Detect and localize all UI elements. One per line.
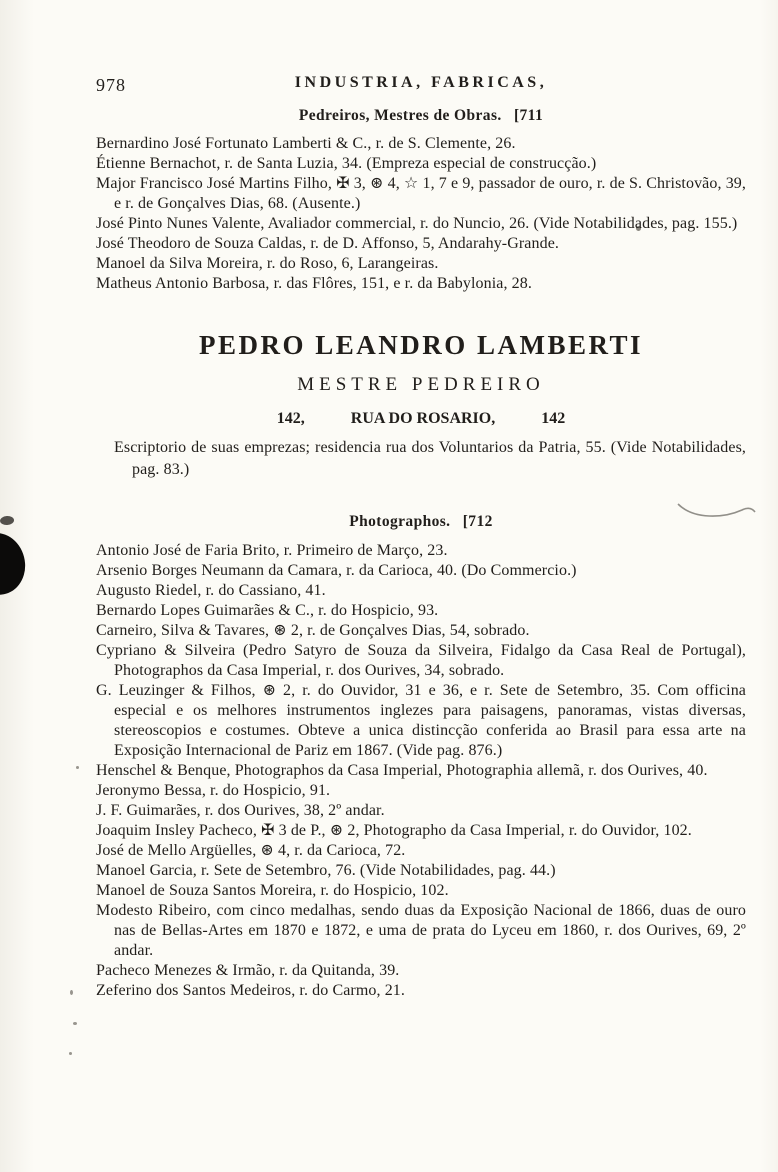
directory-entry: Bernardo Lopes Guimarães & C., r. do Hospicio, 93. [96, 602, 439, 619]
ad-title: PEDRO LEANDRO LAMBERTI [198, 330, 644, 360]
directory-entry: Manoel Garcia, r. Sete de Setembro, 76. (Vide Notabilidades, pag. 44.) [96, 862, 556, 879]
directory-entry: Major Francisco José Martins Filho, ✠ 3, ⊛ 4, ☆ 1, 7 e 9, passador de ouro, r. de S. Christovão, 39, e r. de Gonçalves Dias, 68. (Ausente.) [96, 175, 746, 212]
directory-entry: Joaquim Insley Pacheco, ✠ 3 de P., ⊛ 2, Photographo da Casa Imperial, r. do Ouvidor, 102. [96, 822, 692, 839]
pedreiros-entries [96, 134, 746, 294]
running-head [96, 74, 746, 98]
section-title: Photographos. [349, 513, 451, 530]
ad-address-number-right: 142 [541, 410, 566, 427]
ink-blot [0, 531, 27, 595]
ink-speck [69, 1052, 72, 1055]
directory-entry: Antonio José de Faria Brito, r. Primeiro de Março, 23. [96, 542, 448, 559]
directory-entry: G. Leuzinger & Filhos, ⊛ 2, r. do Ouvidor, 31 e 36, e r. Sete de Setembro, 35. Com officina especial e os melhores instrumentos inglezes para paisagens, panoramas, vistas diversas, stereoscopios e costumes. Obteve a unica distincção conferida ao Brasil para essa arte na Exposição Internacional de Pariz em 1867. (Vide pag. 876.) [96, 682, 746, 759]
directory-entry: Henschel & Benque, Photographos da Casa Imperial, Photographia allemã, r. dos Ourives, 40. [96, 762, 708, 779]
directory-entry: Augusto Riedel, r. do Cassiano, 41. [96, 582, 326, 599]
ad-body: Escriptorio de suas emprezas; residencia rua dos Voluntarios da Patria, 55. (Vide Notabilidades, pag. 83.) [114, 439, 746, 478]
directory-entry: Arsenio Borges Neumann da Camara, r. da Carioca, 40. (Do Commercio.) [96, 562, 577, 579]
directory-entry: Zeferino dos Santos Medeiros, r. do Carmo, 21. [96, 982, 405, 999]
advertisement-lamberti [96, 330, 746, 481]
running-title: INDUSTRIA, FABRICAS, [294, 74, 548, 91]
directory-entry: Manoel da Silva Moreira, r. do Roso, 6, Larangeiras. [96, 255, 439, 272]
section-title: Pedreiros, Mestres de Obras. [298, 107, 502, 124]
directory-entry: José de Mello Argüelles, ⊛ 4, r. da Carioca, 72. [96, 842, 406, 859]
directory-entry: Bernardino José Fortunato Lamberti & C., r. de S. Clemente, 26. [96, 135, 516, 152]
section-number: [711 [513, 107, 544, 124]
section-number: [712 [462, 513, 493, 530]
directory-entry: Carneiro, Silva & Tavares, ⊛ 2, r. de Gonçalves Dias, 54, sobrado. [96, 622, 530, 639]
ad-address-street: RUA DO ROSARIO, [350, 410, 496, 427]
scanned-page [96, 74, 746, 1001]
ad-address [96, 410, 746, 428]
directory-entry: J. F. Guimarães, r. dos Ourives, 38, 2º andar. [96, 802, 385, 819]
section-heading-photographos [96, 513, 746, 531]
directory-entry: Étienne Bernachot, r. de Santa Luzia, 34. (Empreza especial de construcção.) [96, 155, 597, 172]
directory-entry: José Pinto Nunes Valente, Avaliador commercial, r. do Nuncio, 26. (Vide Notabilidades, pag. 155.) [96, 215, 738, 232]
ink-speck [73, 1022, 77, 1025]
ad-subtitle: MESTRE PEDREIRO [297, 374, 545, 395]
section-heading-pedreiros [96, 107, 746, 125]
directory-entry: Pacheco Menezes & Irmão, r. da Quitanda, 39. [96, 962, 400, 979]
ink-speck [76, 766, 79, 769]
ink-speck [70, 990, 73, 995]
photographos-entries [96, 541, 746, 1001]
directory-entry: Modesto Ribeiro, com cinco medalhas, sendo duas da Exposição Nacional de 1866, duas de ouro nas de Bellas-Artes em 1870 e 1872, e uma de prata do Lyceu em 1860, r. dos Ourives, 69, 2º andar. [96, 902, 746, 959]
directory-entry: José Theodoro de Souza Caldas, r. de D. Affonso, 5, Andarahy-Grande. [96, 235, 560, 252]
ad-address-number-left: 142, [276, 410, 305, 427]
page-number: 978 [96, 75, 126, 95]
directory-entry: Manoel de Souza Santos Moreira, r. do Hospicio, 102. [96, 882, 449, 899]
directory-entry: Cypriano & Silveira (Pedro Satyro de Souza da Silveira, Fidalgo da Casa Real de Portugal), Photographos da Casa Imperial, r. dos Ourives, 34, sobrado. [96, 642, 746, 679]
directory-entry: Jeronymo Bessa, r. do Hospicio, 91. [96, 782, 331, 799]
directory-entry: Matheus Antonio Barbosa, r. das Flôres, 151, e r. da Babylonia, 28. [96, 275, 532, 292]
